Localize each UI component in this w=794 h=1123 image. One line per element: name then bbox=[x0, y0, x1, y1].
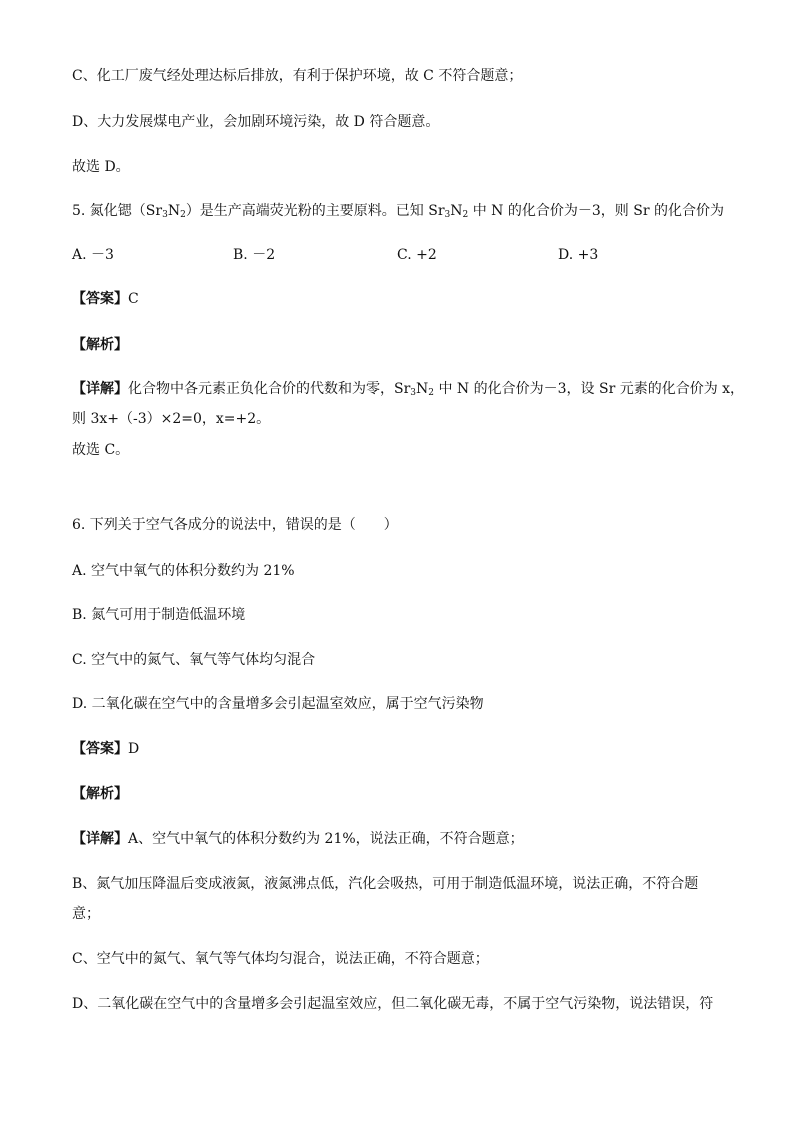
q6-answer bbox=[72, 739, 139, 759]
q5-analysis-label: 【解析】 bbox=[72, 337, 128, 353]
prev-conclusion: 故选 D。 bbox=[72, 159, 130, 175]
q6-option-a: A. 空气中氧气的体积分数约为 21% bbox=[72, 563, 295, 579]
q6-detail-b-line-1: B、氮气加压降温后变成液氮，液氮沸点低，汽化会吸热，可用于制造低温环境，说法正确，不符合题 bbox=[72, 876, 699, 892]
q5-answer-label: 【答案】 bbox=[72, 291, 128, 307]
q5-answer bbox=[72, 289, 139, 309]
prev-option-d-explanation: D、大力发展煤电产业，会加剧环境污染，故 D 符合题意。 bbox=[72, 114, 440, 130]
q5-option-b: B. －2 bbox=[233, 247, 276, 263]
q6-answer-value: D bbox=[128, 741, 140, 757]
q5-conclusion: 故选 C。 bbox=[72, 442, 130, 458]
q6-detail-label: 【详解】 bbox=[72, 831, 128, 847]
q6-detail-a: 【详解】A、空气中氧气的体积分数约为 21%，说法正确，不符合题意； bbox=[72, 831, 524, 847]
q5-answer-value: C bbox=[128, 291, 139, 307]
q6-option-d: D. 二氧化碳在空气中的含量增多会引起温室效应，属于空气污染物 bbox=[72, 696, 484, 712]
q5-question: 5. 氮化锶$(Sr_3N_2)$是生产高端荧光粉的主要原料。已知 $Sr_3N_2$ 中 N 的化合价为－3，则 Sr 的化合价为 bbox=[72, 203, 724, 220]
q6-answer-label: 【答案】 bbox=[72, 741, 128, 757]
q6-question: 6. 下列关于空气各成分的说法中，错误的是（ ） bbox=[72, 517, 398, 533]
q5-detail-label: 【详解】 bbox=[72, 381, 128, 397]
q5-option-d: D. +3 bbox=[558, 247, 599, 263]
q6-option-b: B. 氮气可用于制造低温环境 bbox=[72, 607, 246, 623]
prev-option-c-explanation: C、化工厂废气经处理达标后排放，有利于保护环境，故 C 不符合题意； bbox=[72, 68, 523, 84]
q5-option-a: A. －3 bbox=[72, 247, 114, 263]
q6-detail-d: D、二氧化碳在空气中的含量增多会引起温室效应，但二氧化碳无毒，不属于空气污染物，说法错误，符 bbox=[72, 996, 714, 1012]
q6-option-c: C. 空气中的氮气、氧气等气体均匀混合 bbox=[72, 652, 316, 668]
q5-detail-line-1: 【详解】化合物中各元素正负化合价的代数和为零，$Sr_3N_2$ 中 N 的化合价为－3，设 Sr 元素的化合价为 x， bbox=[72, 381, 745, 398]
q6-analysis-label: 【解析】 bbox=[72, 786, 128, 802]
q6-detail-b-line-2: 意； bbox=[72, 906, 100, 922]
q5-detail-line-2: 则 3x+（-3）×2=0，x=+2。 bbox=[72, 411, 271, 427]
q5-option-c: C. +2 bbox=[397, 247, 437, 263]
q6-detail-c: C、空气中的氮气、氧气等气体均匀混合，说法正确，不符合题意； bbox=[72, 951, 489, 967]
